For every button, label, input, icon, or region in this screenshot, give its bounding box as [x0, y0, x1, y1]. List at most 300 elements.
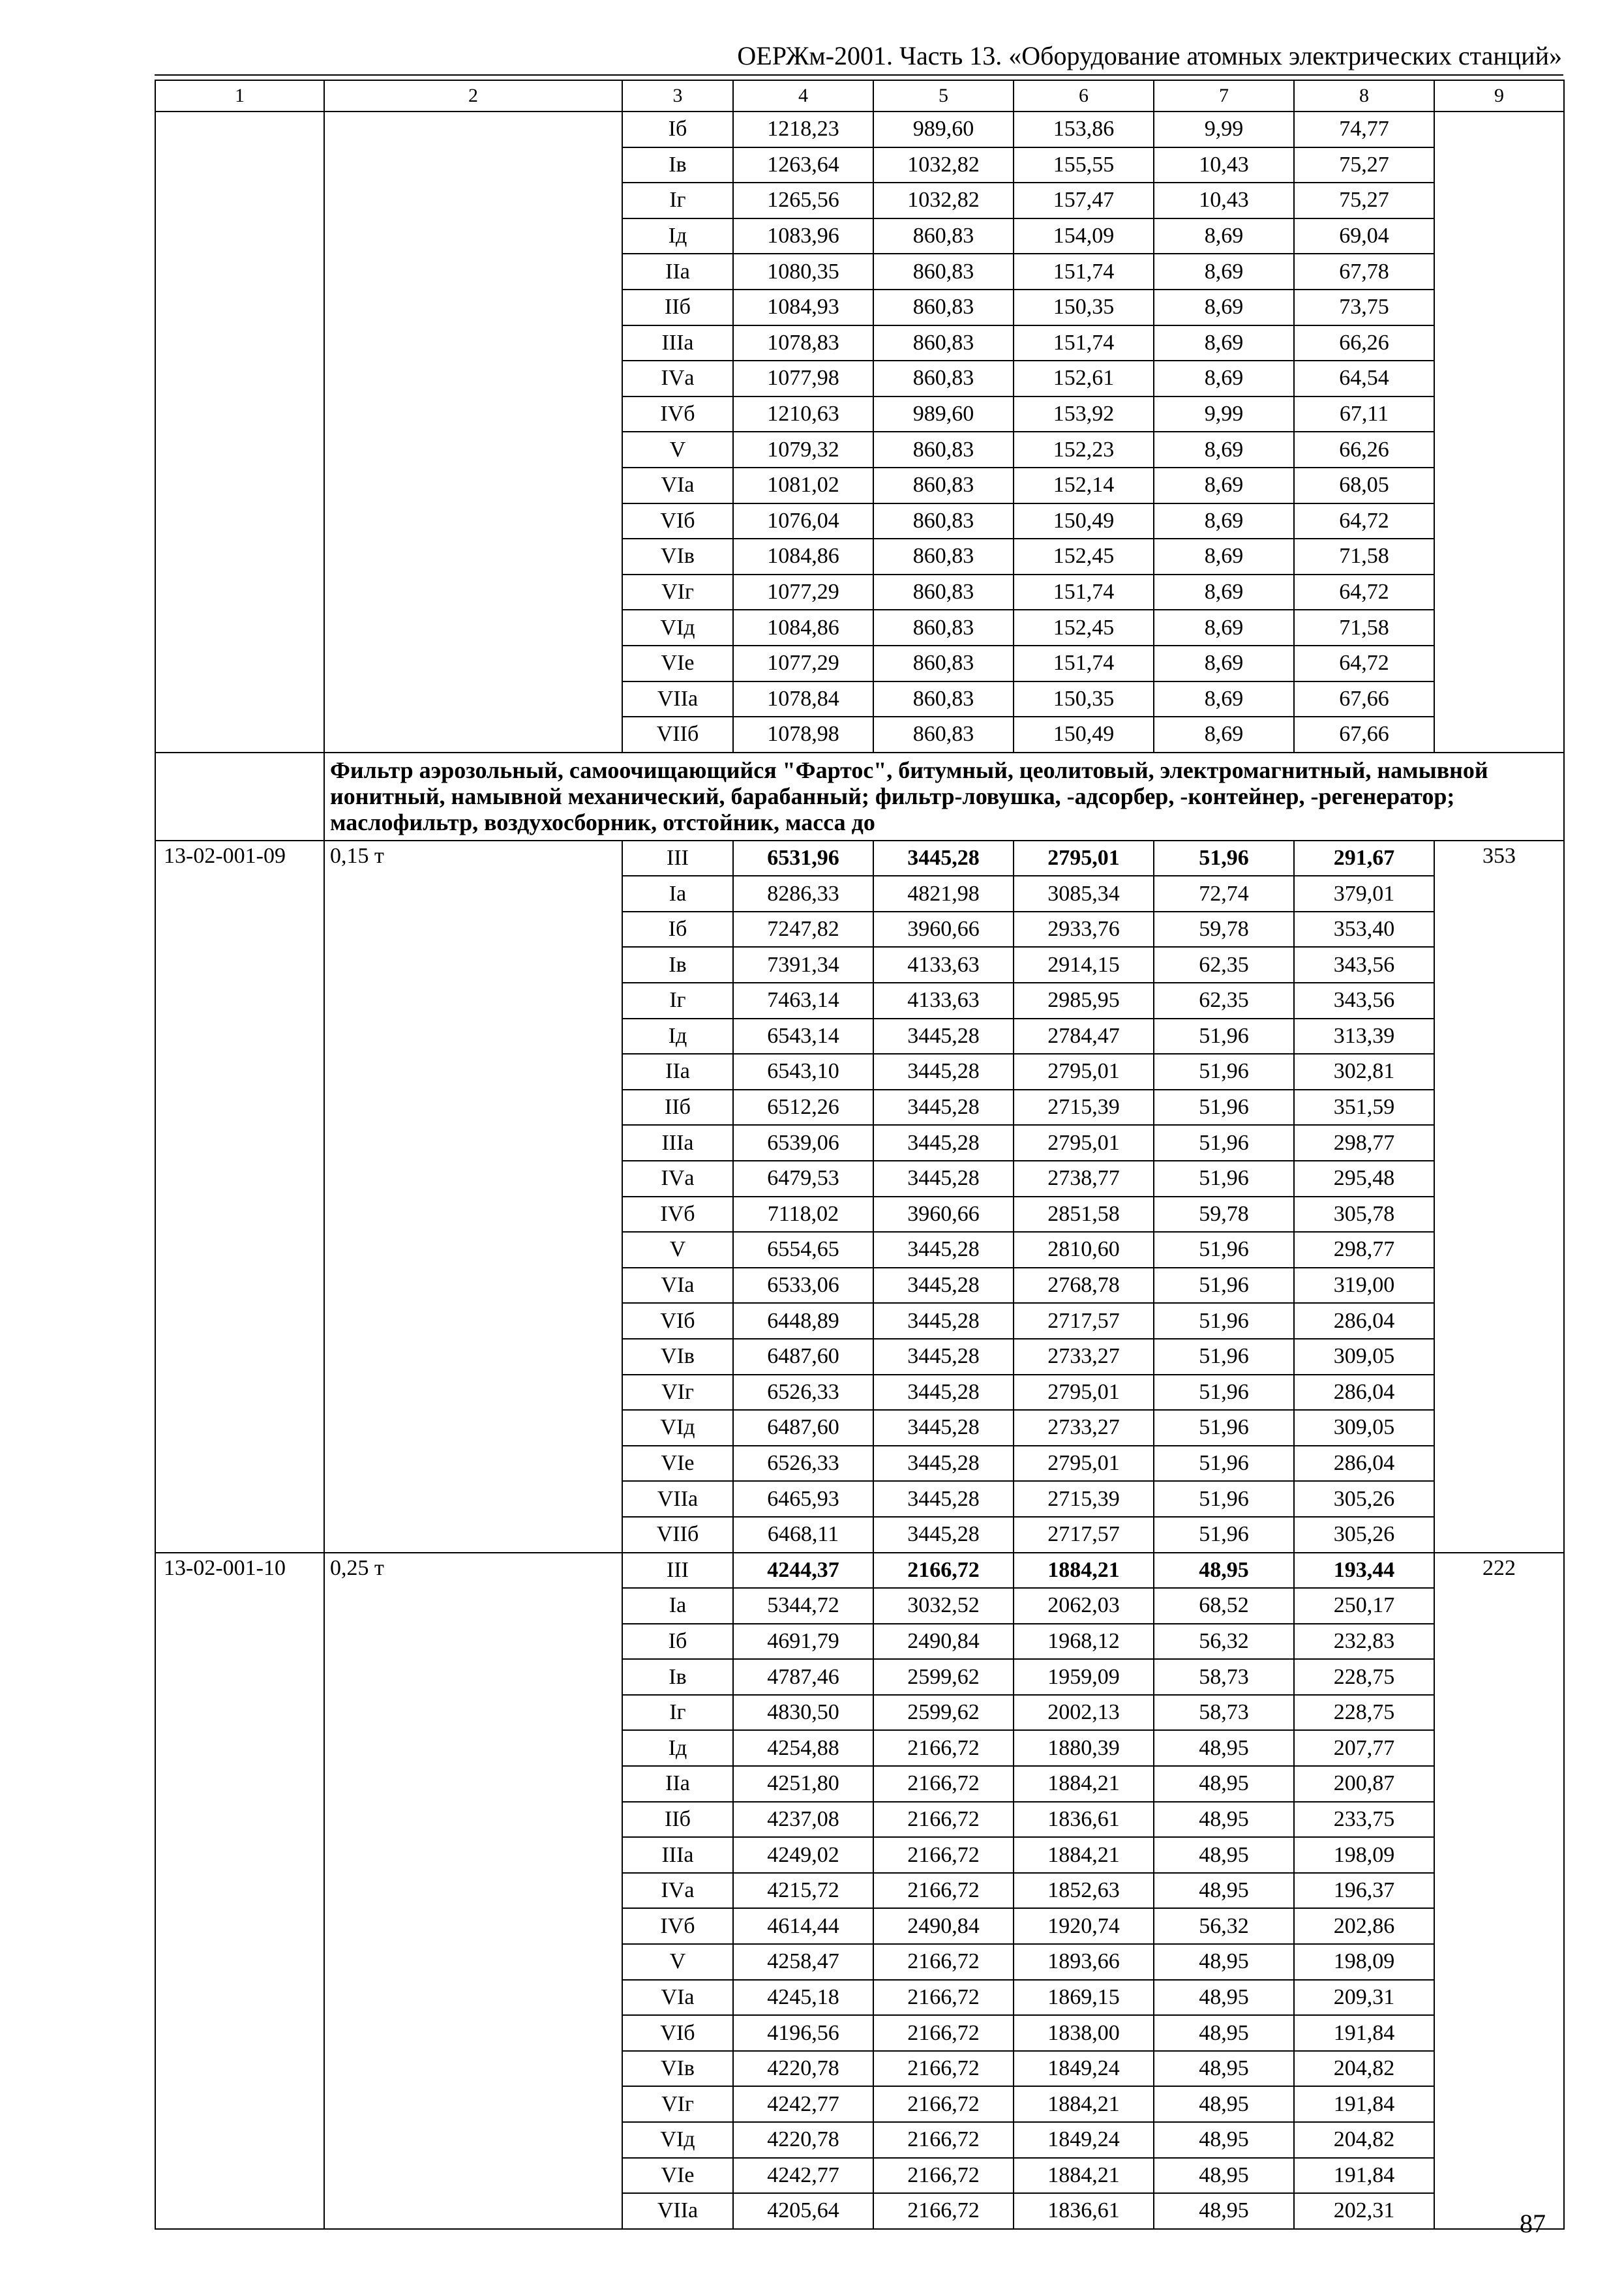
machinist-wages: 51,96 [1154, 1232, 1294, 1268]
total-cost: 4244,37 [733, 1553, 873, 1589]
machinist-wages: 51,96 [1154, 1125, 1294, 1161]
materials-cost: 353,40 [1294, 912, 1434, 948]
wages: 989,60 [873, 396, 1014, 432]
wages: 3445,28 [873, 1303, 1014, 1339]
machinist-wages: 51,96 [1154, 1339, 1294, 1375]
wages: 860,83 [873, 575, 1014, 610]
machinist-wages: 48,95 [1154, 1766, 1294, 1802]
machinist-wages: 9,99 [1154, 396, 1294, 432]
materials-cost: 67,66 [1294, 717, 1434, 753]
machine-cost: 153,86 [1014, 112, 1154, 147]
total-cost: 1077,98 [733, 361, 873, 396]
zone-code: VIг [622, 1375, 733, 1411]
total-cost: 6526,33 [733, 1375, 873, 1411]
machinist-wages: 51,96 [1154, 1517, 1294, 1553]
item-mass [324, 112, 622, 753]
materials-cost: 196,37 [1294, 1873, 1434, 1909]
zone-code: VIв [622, 2051, 733, 2087]
item-col9: 222 [1434, 1553, 1564, 2229]
machinist-wages: 56,32 [1154, 1908, 1294, 1944]
wages: 3445,28 [873, 1375, 1014, 1411]
machinist-wages: 48,95 [1154, 2015, 1294, 2051]
machine-cost: 157,47 [1014, 183, 1154, 218]
materials-cost: 64,72 [1294, 575, 1434, 610]
total-cost: 4614,44 [733, 1908, 873, 1944]
machinist-wages: 62,35 [1154, 947, 1294, 983]
materials-cost: 302,81 [1294, 1054, 1434, 1090]
machine-cost: 2733,27 [1014, 1410, 1154, 1446]
section-title: Фильтр аэрозольный, самоочищающийся "Фартос", битумный, цеолитовый, электромагнитный, намывной ионитный, намывной механический, барабанный; фильтр-ловушка, -адсорбер, -контейнер, -регенератор; маслофильтр, воздухосборник, отстойник, масса до [324, 753, 1564, 841]
zone-code: VIа [622, 1268, 733, 1304]
total-cost: 4220,78 [733, 2051, 873, 2087]
machine-cost: 1869,15 [1014, 1980, 1154, 2016]
zone-code: IVб [622, 1197, 733, 1233]
zone-code: VIIб [622, 1517, 733, 1553]
machine-cost: 2738,77 [1014, 1161, 1154, 1197]
machinist-wages: 48,95 [1154, 1730, 1294, 1766]
item-mass: 0,25 т [324, 1553, 622, 2229]
wages: 2599,62 [873, 1659, 1014, 1695]
wages: 2166,72 [873, 1553, 1014, 1589]
zone-code: VIе [622, 646, 733, 681]
wages: 2166,72 [873, 2051, 1014, 2087]
machine-cost: 1852,63 [1014, 1873, 1154, 1909]
machinist-wages: 8,69 [1154, 575, 1294, 610]
machine-cost: 2717,57 [1014, 1303, 1154, 1339]
wages: 2166,72 [873, 1730, 1014, 1766]
wages: 860,83 [873, 503, 1014, 539]
wages: 3445,28 [873, 1232, 1014, 1268]
wages: 860,83 [873, 468, 1014, 503]
machine-cost: 1849,24 [1014, 2051, 1154, 2087]
zone-code: IVа [622, 1161, 733, 1197]
materials-cost: 74,77 [1294, 112, 1434, 147]
empty-cell [155, 753, 324, 841]
materials-cost: 343,56 [1294, 983, 1434, 1019]
materials-cost: 71,58 [1294, 610, 1434, 646]
col-number: 3 [622, 80, 733, 112]
total-cost: 6526,33 [733, 1446, 873, 1482]
total-cost: 6531,96 [733, 841, 873, 876]
total-cost: 4249,02 [733, 1837, 873, 1873]
materials-cost: 71,58 [1294, 539, 1434, 575]
machine-cost: 1884,21 [1014, 2086, 1154, 2122]
materials-cost: 291,67 [1294, 841, 1434, 876]
materials-cost: 191,84 [1294, 2086, 1434, 2122]
zone-code: Iд [622, 218, 733, 254]
machine-cost: 1849,24 [1014, 2122, 1154, 2158]
zone-code: Iв [622, 147, 733, 183]
zone-code: IIа [622, 1766, 733, 1802]
wages: 2166,72 [873, 2015, 1014, 2051]
col-number: 7 [1154, 80, 1294, 112]
wages: 2166,72 [873, 1980, 1014, 2016]
wages: 2166,72 [873, 2122, 1014, 2158]
wages: 860,83 [873, 610, 1014, 646]
materials-cost: 319,00 [1294, 1268, 1434, 1304]
machine-cost: 1836,61 [1014, 1802, 1154, 1838]
machine-cost: 1880,39 [1014, 1730, 1154, 1766]
zone-code: IIа [622, 1054, 733, 1090]
machinist-wages: 51,96 [1154, 1161, 1294, 1197]
machine-cost: 2795,01 [1014, 1375, 1154, 1411]
wages: 2490,84 [873, 1624, 1014, 1660]
zone-code: VIа [622, 468, 733, 503]
wages: 3445,28 [873, 1125, 1014, 1161]
item-code [155, 112, 324, 753]
wages: 2166,72 [873, 1837, 1014, 1873]
machine-cost: 153,92 [1014, 396, 1154, 432]
machinist-wages: 8,69 [1154, 468, 1294, 503]
total-cost: 4691,79 [733, 1624, 873, 1660]
total-cost: 4220,78 [733, 2122, 873, 2158]
machinist-wages: 48,95 [1154, 1802, 1294, 1838]
header-rule [155, 74, 1563, 76]
machine-cost: 1893,66 [1014, 1944, 1154, 1980]
wages: 2166,72 [873, 1766, 1014, 1802]
zone-code: Iд [622, 1730, 733, 1766]
total-cost: 4242,77 [733, 2158, 873, 2194]
running-header: ОЕРЖм-2001. Часть 13. «Оборудование атомных электрических станций» [737, 41, 1562, 70]
wages: 860,83 [873, 539, 1014, 575]
machinist-wages: 48,95 [1154, 1873, 1294, 1909]
total-cost: 7463,14 [733, 983, 873, 1019]
zone-code: VIд [622, 2122, 733, 2158]
zone-code: V [622, 1944, 733, 1980]
machine-cost: 150,35 [1014, 290, 1154, 325]
wages: 2166,72 [873, 1944, 1014, 1980]
zone-code: Iг [622, 183, 733, 218]
machinist-wages: 48,95 [1154, 1980, 1294, 2016]
machine-cost: 2715,39 [1014, 1090, 1154, 1126]
materials-cost: 295,48 [1294, 1161, 1434, 1197]
machinist-wages: 48,95 [1154, 1944, 1294, 1980]
materials-cost: 73,75 [1294, 290, 1434, 325]
total-cost: 1078,83 [733, 325, 873, 361]
total-cost: 6533,06 [733, 1268, 873, 1304]
machinist-wages: 59,78 [1154, 1197, 1294, 1233]
materials-cost: 207,77 [1294, 1730, 1434, 1766]
machinist-wages: 51,96 [1154, 1446, 1294, 1482]
total-cost: 1081,02 [733, 468, 873, 503]
total-cost: 4245,18 [733, 1980, 873, 2016]
machinist-wages: 8,69 [1154, 218, 1294, 254]
machine-cost: 152,61 [1014, 361, 1154, 396]
machine-cost: 2985,95 [1014, 983, 1154, 1019]
item-code: 13-02-001-10 [155, 1553, 324, 2229]
machine-cost: 152,23 [1014, 432, 1154, 468]
materials-cost: 202,31 [1294, 2193, 1434, 2229]
wages: 3445,28 [873, 1054, 1014, 1090]
total-cost: 7247,82 [733, 912, 873, 948]
zone-code: Iг [622, 1695, 733, 1731]
total-cost: 4830,50 [733, 1695, 873, 1731]
total-cost: 4196,56 [733, 2015, 873, 2051]
zone-code: III [622, 1553, 733, 1589]
total-cost: 4251,80 [733, 1766, 873, 1802]
materials-cost: 75,27 [1294, 147, 1434, 183]
wages: 3445,28 [873, 1161, 1014, 1197]
zone-code: V [622, 1232, 733, 1268]
materials-cost: 286,04 [1294, 1446, 1434, 1482]
machine-cost: 152,45 [1014, 539, 1154, 575]
machinist-wages: 51,96 [1154, 1054, 1294, 1090]
machinist-wages: 51,96 [1154, 1303, 1294, 1339]
wages: 4133,63 [873, 947, 1014, 983]
materials-cost: 66,26 [1294, 432, 1434, 468]
zone-code: VIб [622, 2015, 733, 2051]
wages: 860,83 [873, 290, 1014, 325]
machine-cost: 152,14 [1014, 468, 1154, 503]
wages: 860,83 [873, 432, 1014, 468]
zone-code: Iб [622, 1624, 733, 1660]
wages: 2166,72 [873, 2193, 1014, 2229]
machinist-wages: 48,95 [1154, 2158, 1294, 2194]
table-row [155, 841, 1564, 876]
wages: 989,60 [873, 112, 1014, 147]
machinist-wages: 8,69 [1154, 325, 1294, 361]
machine-cost: 1836,61 [1014, 2193, 1154, 2229]
materials-cost: 305,26 [1294, 1517, 1434, 1553]
zone-code: IIб [622, 1090, 733, 1126]
machinist-wages: 59,78 [1154, 912, 1294, 948]
wages: 4821,98 [873, 876, 1014, 912]
zone-code: VIIа [622, 681, 733, 717]
zone-code: Iд [622, 1019, 733, 1055]
total-cost: 1084,86 [733, 539, 873, 575]
machine-cost: 2933,76 [1014, 912, 1154, 948]
materials-cost: 228,75 [1294, 1695, 1434, 1731]
total-cost: 4242,77 [733, 2086, 873, 2122]
machine-cost: 150,49 [1014, 717, 1154, 753]
zone-code: IIIа [622, 325, 733, 361]
zone-code: Iб [622, 912, 733, 948]
machinist-wages: 8,69 [1154, 539, 1294, 575]
materials-cost: 343,56 [1294, 947, 1434, 983]
machine-cost: 2795,01 [1014, 841, 1154, 876]
total-cost: 6448,89 [733, 1303, 873, 1339]
wages: 860,83 [873, 717, 1014, 753]
materials-cost: 198,09 [1294, 1944, 1434, 1980]
zone-code: VIг [622, 575, 733, 610]
materials-cost: 200,87 [1294, 1766, 1434, 1802]
machine-cost: 2795,01 [1014, 1446, 1154, 1482]
zone-code: VIе [622, 1446, 733, 1482]
zone-code: IIа [622, 254, 733, 290]
machinist-wages: 58,73 [1154, 1659, 1294, 1695]
total-cost: 6487,60 [733, 1410, 873, 1446]
machinist-wages: 68,52 [1154, 1588, 1294, 1624]
machine-cost: 1959,09 [1014, 1659, 1154, 1695]
wages: 3445,28 [873, 1019, 1014, 1055]
wages: 2166,72 [873, 2158, 1014, 2194]
table-body [155, 80, 1564, 2229]
wages: 3445,28 [873, 1339, 1014, 1375]
wages: 1032,82 [873, 147, 1014, 183]
table-row [155, 112, 1564, 147]
machinist-wages: 51,96 [1154, 1481, 1294, 1517]
machinist-wages: 48,95 [1154, 2086, 1294, 2122]
machine-cost: 150,49 [1014, 503, 1154, 539]
zone-code: VIг [622, 2086, 733, 2122]
table-row [155, 1553, 1564, 1589]
wages: 3445,28 [873, 841, 1014, 876]
machinist-wages: 48,95 [1154, 2193, 1294, 2229]
zone-code: Iб [622, 112, 733, 147]
total-cost: 6554,65 [733, 1232, 873, 1268]
machinist-wages: 51,96 [1154, 1019, 1294, 1055]
machine-cost: 1884,21 [1014, 2158, 1154, 2194]
machine-cost: 2795,01 [1014, 1054, 1154, 1090]
wages: 860,83 [873, 254, 1014, 290]
total-cost: 1079,32 [733, 432, 873, 468]
materials-cost: 309,05 [1294, 1410, 1434, 1446]
total-cost: 1210,63 [733, 396, 873, 432]
total-cost: 4237,08 [733, 1802, 873, 1838]
item-col9 [1434, 112, 1564, 753]
col-number: 5 [873, 80, 1014, 112]
machine-cost: 1838,00 [1014, 2015, 1154, 2051]
total-cost: 4787,46 [733, 1659, 873, 1695]
zone-code: Iв [622, 947, 733, 983]
total-cost: 6543,10 [733, 1054, 873, 1090]
zone-code: III [622, 841, 733, 876]
zone-code: VIб [622, 503, 733, 539]
total-cost: 1078,98 [733, 717, 873, 753]
wages: 2166,72 [873, 1802, 1014, 1838]
materials-cost: 204,82 [1294, 2051, 1434, 2087]
item-col9: 353 [1434, 841, 1564, 1553]
total-cost: 7391,34 [733, 947, 873, 983]
item-code: 13-02-001-09 [155, 841, 324, 1553]
total-cost: 6543,14 [733, 1019, 873, 1055]
total-cost: 6479,53 [733, 1161, 873, 1197]
wages: 3960,66 [873, 1197, 1014, 1233]
materials-cost: 75,27 [1294, 183, 1434, 218]
zone-code: V [622, 432, 733, 468]
wages: 3445,28 [873, 1410, 1014, 1446]
machine-cost: 1884,21 [1014, 1837, 1154, 1873]
machinist-wages: 8,69 [1154, 610, 1294, 646]
page-number: 87 [1520, 2209, 1546, 2238]
machinist-wages: 8,69 [1154, 432, 1294, 468]
zone-code: VIд [622, 1410, 733, 1446]
total-cost: 1080,35 [733, 254, 873, 290]
zone-code: VIе [622, 2158, 733, 2194]
total-cost: 1078,84 [733, 681, 873, 717]
materials-cost: 286,04 [1294, 1303, 1434, 1339]
materials-cost: 64,72 [1294, 646, 1434, 681]
materials-cost: 298,77 [1294, 1125, 1434, 1161]
wages: 860,83 [873, 325, 1014, 361]
machinist-wages: 51,96 [1154, 1410, 1294, 1446]
materials-cost: 209,31 [1294, 1980, 1434, 2016]
machine-cost: 2810,60 [1014, 1232, 1154, 1268]
zone-code: VIв [622, 1339, 733, 1375]
zone-code: IVа [622, 361, 733, 396]
wages: 4133,63 [873, 983, 1014, 1019]
machinist-wages: 48,95 [1154, 1553, 1294, 1589]
wages: 2490,84 [873, 1908, 1014, 1944]
machine-cost: 3085,34 [1014, 876, 1154, 912]
total-cost: 1218,23 [733, 112, 873, 147]
wages: 860,83 [873, 218, 1014, 254]
machinist-wages: 51,96 [1154, 1375, 1294, 1411]
total-cost: 6487,60 [733, 1339, 873, 1375]
machine-cost: 151,74 [1014, 254, 1154, 290]
zone-code: IVа [622, 1873, 733, 1909]
machine-cost: 151,74 [1014, 325, 1154, 361]
machine-cost: 1884,21 [1014, 1553, 1154, 1589]
zone-code: IVб [622, 1908, 733, 1944]
materials-cost: 286,04 [1294, 1375, 1434, 1411]
total-cost: 1263,64 [733, 147, 873, 183]
materials-cost: 64,54 [1294, 361, 1434, 396]
zone-code: VIIа [622, 1481, 733, 1517]
zone-code: Iа [622, 1588, 733, 1624]
materials-cost: 228,75 [1294, 1659, 1434, 1695]
total-cost: 1084,86 [733, 610, 873, 646]
machine-cost: 1884,21 [1014, 1766, 1154, 1802]
machinist-wages: 51,96 [1154, 1268, 1294, 1304]
col-number: 4 [733, 80, 873, 112]
wages: 1032,82 [873, 183, 1014, 218]
materials-cost: 351,59 [1294, 1090, 1434, 1126]
total-cost: 8286,33 [733, 876, 873, 912]
machinist-wages: 56,32 [1154, 1624, 1294, 1660]
materials-cost: 305,26 [1294, 1481, 1434, 1517]
wages: 3445,28 [873, 1446, 1014, 1482]
total-cost: 6539,06 [733, 1125, 873, 1161]
materials-cost: 198,09 [1294, 1837, 1434, 1873]
total-cost: 4205,64 [733, 2193, 873, 2229]
wages: 3032,52 [873, 1588, 1014, 1624]
col-number: 6 [1014, 80, 1154, 112]
zone-code: VIв [622, 539, 733, 575]
total-cost: 5344,72 [733, 1588, 873, 1624]
machine-cost: 1920,74 [1014, 1908, 1154, 1944]
col-number: 2 [324, 80, 622, 112]
total-cost: 7118,02 [733, 1197, 873, 1233]
machinist-wages: 8,69 [1154, 290, 1294, 325]
machinist-wages: 9,99 [1154, 112, 1294, 147]
total-cost: 1265,56 [733, 183, 873, 218]
wages: 3445,28 [873, 1481, 1014, 1517]
machine-cost: 150,35 [1014, 681, 1154, 717]
zone-code: IIб [622, 1802, 733, 1838]
machine-cost: 1968,12 [1014, 1624, 1154, 1660]
machinist-wages: 48,95 [1154, 2051, 1294, 2087]
materials-cost: 67,66 [1294, 681, 1434, 717]
zone-code: Iа [622, 876, 733, 912]
materials-cost: 191,84 [1294, 2158, 1434, 2194]
machinist-wages: 48,95 [1154, 1837, 1294, 1873]
machinist-wages: 72,74 [1154, 876, 1294, 912]
machine-cost: 2851,58 [1014, 1197, 1154, 1233]
zone-code: IIIа [622, 1837, 733, 1873]
machine-cost: 152,45 [1014, 610, 1154, 646]
col-number: 9 [1434, 80, 1564, 112]
machinist-wages: 51,96 [1154, 1090, 1294, 1126]
total-cost: 6512,26 [733, 1090, 873, 1126]
materials-cost: 69,04 [1294, 218, 1434, 254]
machinist-wages: 10,43 [1154, 183, 1294, 218]
total-cost: 4258,47 [733, 1944, 873, 1980]
machine-cost: 155,55 [1014, 147, 1154, 183]
machine-cost: 2795,01 [1014, 1125, 1154, 1161]
machine-cost: 2914,15 [1014, 947, 1154, 983]
wages: 860,83 [873, 361, 1014, 396]
